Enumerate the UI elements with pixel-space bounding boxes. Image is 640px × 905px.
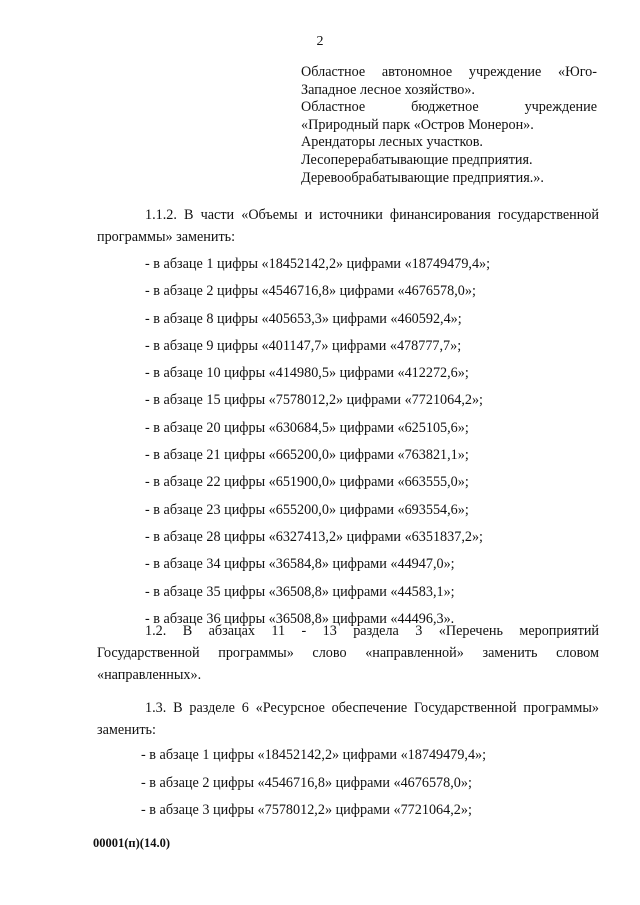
list-item: - в абзаце 28 цифры «6327413,2» цифрами «6351837,2»; (145, 528, 483, 545)
addressee-line: «Природный парк «Остров Монерон». (301, 116, 534, 133)
page-number: 2 (316, 34, 324, 49)
list-item: - в абзаце 20 цифры «630684,5» цифрами «625105,6»; (145, 419, 469, 436)
paragraph-line: Государственной программы» слово «направленной» заменить словом (97, 645, 599, 661)
list-item: - в абзаце 3 цифры «7578012,2» цифрами «7721064,2»; (141, 802, 472, 818)
paragraph-line: программы» заменить: (97, 229, 236, 245)
list-item: - в абзаце 2 цифры «4546716,8» цифрами «4676578,0»; (141, 774, 472, 791)
paragraph-line: заменить: (97, 722, 156, 738)
list-item: - в абзаце 10 цифры «414980,5» цифрами «412272,6»; (145, 365, 469, 382)
addressee-line: Западное лесное хозяйство». (301, 81, 475, 98)
list-item: - в абзаце 2 цифры «4546716,8» цифрами «4676578,0»; (145, 283, 476, 300)
list-item: - в абзаце 36 цифры «36508,8» цифрами «44496,3». (145, 610, 455, 627)
section-1-1-2-replacement-list (145, 251, 490, 633)
list-item: - в абзаце 15 цифры «7578012,2» цифрами «7721064,2»; (145, 392, 483, 409)
list-item: - в абзаце 22 цифры «651900,0» цифрами «663555,0»; (145, 474, 469, 491)
paragraph-line: 1.3. В разделе 6 «Ресурсное обеспечение Государственной программы» (145, 700, 599, 716)
document-code: 00001(п)(14.0) (93, 836, 170, 850)
addressee-line: Областное бюджетное учреждение (301, 99, 597, 116)
section-1-3-replacement-list (141, 742, 486, 825)
addressee-line: Областное автономное учреждение «Юго- (301, 64, 597, 80)
list-item: - в абзаце 1 цифры «18452142,2» цифрами «18749479,4»; (145, 256, 491, 272)
section-1-1-2-heading (97, 204, 599, 248)
section-1-3-heading (97, 697, 599, 741)
list-item: - в абзаце 21 цифры «665200,0» цифрами «763821,1»; (145, 447, 469, 464)
list-item: - в абзаце 23 цифры «655200,0» цифрами «693554,6»; (145, 501, 469, 518)
addressee-line: Арендаторы лесных участков. (301, 134, 483, 151)
paragraph-line: 1.1.2. В части «Объемы и источники финансирования государственной (145, 207, 599, 223)
paragraph-line: 1.2. В абзацах 11 - 13 раздела 3 «Перечень мероприятий (145, 623, 599, 639)
addressee-line: Лесоперерабатывающие предприятия. (301, 151, 533, 168)
addressee-line: Деревообрабатывающие предприятия.». (301, 169, 544, 186)
list-item: - в абзаце 34 цифры «36584,8» цифрами «44947,0»; (145, 556, 455, 573)
paragraph-line: «направленных». (97, 667, 202, 683)
addressee-block (301, 64, 597, 187)
list-item: - в абзаце 8 цифры «405653,3» цифрами «460592,4»; (145, 310, 462, 327)
section-1-2-paragraph (97, 620, 599, 686)
list-item: - в абзаце 35 цифры «36508,8» цифрами «44583,1»; (145, 583, 455, 600)
list-item: - в абзаце 9 цифры «401147,7» цифрами «478777,7»; (145, 337, 462, 354)
list-item: - в абзаце 1 цифры «18452142,2» цифрами «18749479,4»; (141, 747, 487, 763)
